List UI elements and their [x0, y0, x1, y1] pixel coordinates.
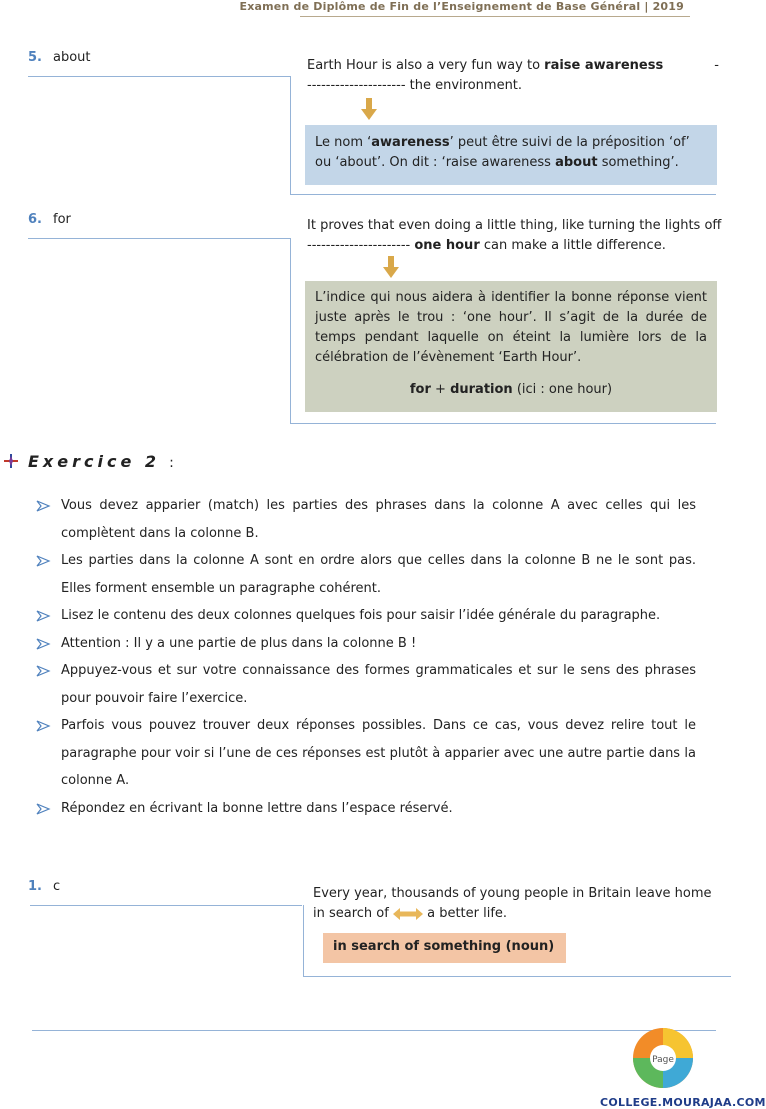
q5-sentence-start: Earth Hour is also a very fun way to — [307, 58, 545, 73]
site-url: COLLEGE.MOURAJAA.COM — [600, 1096, 766, 1109]
q6-sentence-bold: one hour — [414, 238, 480, 253]
four-point-star-icon — [4, 454, 18, 468]
q6-rule-plus: + — [430, 382, 451, 397]
q6-sentence-end: can make a little difference. — [479, 238, 666, 253]
list-item-text: Les parties dans la colonne A sont en ordre alors que celles dans la colonne B ne le sont pas. Elles forment ensemble un paragraphe cohérent. — [61, 553, 696, 596]
q5-sentence — [307, 56, 719, 96]
footer-divider — [32, 1030, 716, 1031]
q5-hint-box — [305, 125, 717, 185]
q5-hint-bold1: awareness — [371, 135, 450, 150]
double-arrow-icon — [393, 908, 423, 920]
arrow-bullet-icon — [36, 803, 50, 815]
q6-answer-underline — [28, 238, 290, 239]
arrow-bullet-icon — [36, 665, 50, 677]
exercise-title-colon: : — [169, 455, 174, 471]
list-item-text: Lisez le contenu des deux colonnes quelques fois pour saisir l’idée générale du paragraphe. — [61, 608, 661, 623]
q6-sentence — [307, 216, 727, 256]
list-item-text: Vous devez apparier (match) les parties des phrases dans la colonne A avec celles qui les complètent dans la colonne B. — [61, 498, 696, 541]
q1-bottom-divider — [303, 976, 731, 977]
q6-rule-rest: (ici : one hour) — [512, 382, 613, 397]
q6-hint-box — [305, 281, 717, 412]
q1-number: 1. — [28, 879, 42, 894]
q1-sentence-line1: Every year, thousands of young people in Britain leave home — [313, 886, 712, 901]
exercise-title-row — [28, 452, 174, 471]
list-item — [36, 657, 696, 712]
header-divider — [300, 16, 690, 17]
arrow-bullet-icon — [36, 555, 50, 567]
q6-bottom-divider — [290, 423, 716, 424]
q5-sentence-line2: --------------------- the environment. — [307, 78, 523, 93]
list-item — [36, 602, 696, 630]
q6-number: 6. — [28, 212, 42, 227]
q5-bottom-divider — [290, 194, 716, 195]
q5-hint-bold2: about — [555, 155, 598, 170]
q5-answer-underline — [28, 76, 290, 77]
q5-number: 5. — [28, 50, 42, 65]
q5-sentence-bold: raise awareness — [544, 58, 664, 73]
q6-hint-rule — [315, 380, 707, 400]
site-logo — [628, 1020, 698, 1090]
list-item — [36, 712, 696, 795]
q5-hint-b: ’ peut être suivi de la préposition ‘of’ ou ‘about’. On dit : ‘raise awareness — [315, 135, 690, 170]
list-item — [36, 492, 696, 547]
q5-answer: about — [53, 50, 91, 65]
exercise-title: Exercice 2 — [28, 452, 160, 471]
q5-sentence-dash: - — [714, 58, 719, 73]
q1-sentence — [313, 884, 733, 924]
q6-sentence-line1: It proves that even doing a little thing, like turning the lights off — [307, 218, 722, 233]
q1-sentence-end: a better life. — [422, 906, 508, 921]
q1-hint-box: in search of something (noun) — [323, 933, 566, 963]
q6-rule-for: for — [409, 382, 431, 397]
arrow-bullet-icon — [36, 500, 50, 512]
q6-sentence-dash: ---------------------- — [307, 238, 415, 253]
q6-rule-duration: duration — [450, 382, 513, 397]
q6-hint-paragraph: L’indice qui nous aidera à identifier la bonne réponse vient juste après le trou : ‘one hour’. Il s’agit de la durée de temps pendant laquelle on éteint la lumière lors de la célébration de l’évènement ‘Earth Hour’. — [315, 290, 707, 365]
q1-answer: c — [53, 879, 61, 894]
list-item-text: Parfois vous pouvez trouver deux réponses possibles. Dans ce cas, vous devez relire tout le paragraphe pour voir si l’une de ces réponses est plutôt à apparier avec une autre partie dans la colonne A. — [61, 718, 696, 788]
q1-vertical-divider — [303, 905, 304, 976]
arrow-down-icon — [383, 256, 399, 278]
logo-text: Page — [652, 1055, 674, 1065]
q1-sentence-start: in search of — [313, 906, 393, 921]
list-item — [36, 630, 696, 658]
q1-answer-underline — [30, 905, 302, 906]
q5-vertical-divider — [290, 76, 291, 194]
q5-hint-c: something’. — [597, 155, 679, 170]
arrow-bullet-icon — [36, 720, 50, 732]
list-item-text: Appuyez-vous et sur votre connaissance des formes grammaticales et sur le sens des phrases pour pouvoir faire l’exercice. — [61, 663, 696, 706]
instruction-list — [36, 492, 696, 822]
list-item-text: Attention : Il y a une partie de plus dans la colonne B ! — [61, 635, 417, 651]
q6-answer: for — [53, 212, 71, 227]
list-item — [36, 547, 696, 602]
arrow-bullet-icon — [36, 610, 50, 622]
q5-hint-a: Le nom ‘ — [315, 135, 372, 150]
list-item-text: Répondez en écrivant la bonne lettre dans l’espace réservé. — [61, 800, 453, 816]
arrow-down-icon — [361, 98, 377, 120]
arrow-bullet-icon — [36, 638, 50, 650]
page-header-title: Examen de Diplôme de Fin de l’Enseignement de Base Général | 2019 — [239, 0, 684, 13]
list-item — [36, 795, 696, 823]
q6-vertical-divider — [290, 238, 291, 423]
